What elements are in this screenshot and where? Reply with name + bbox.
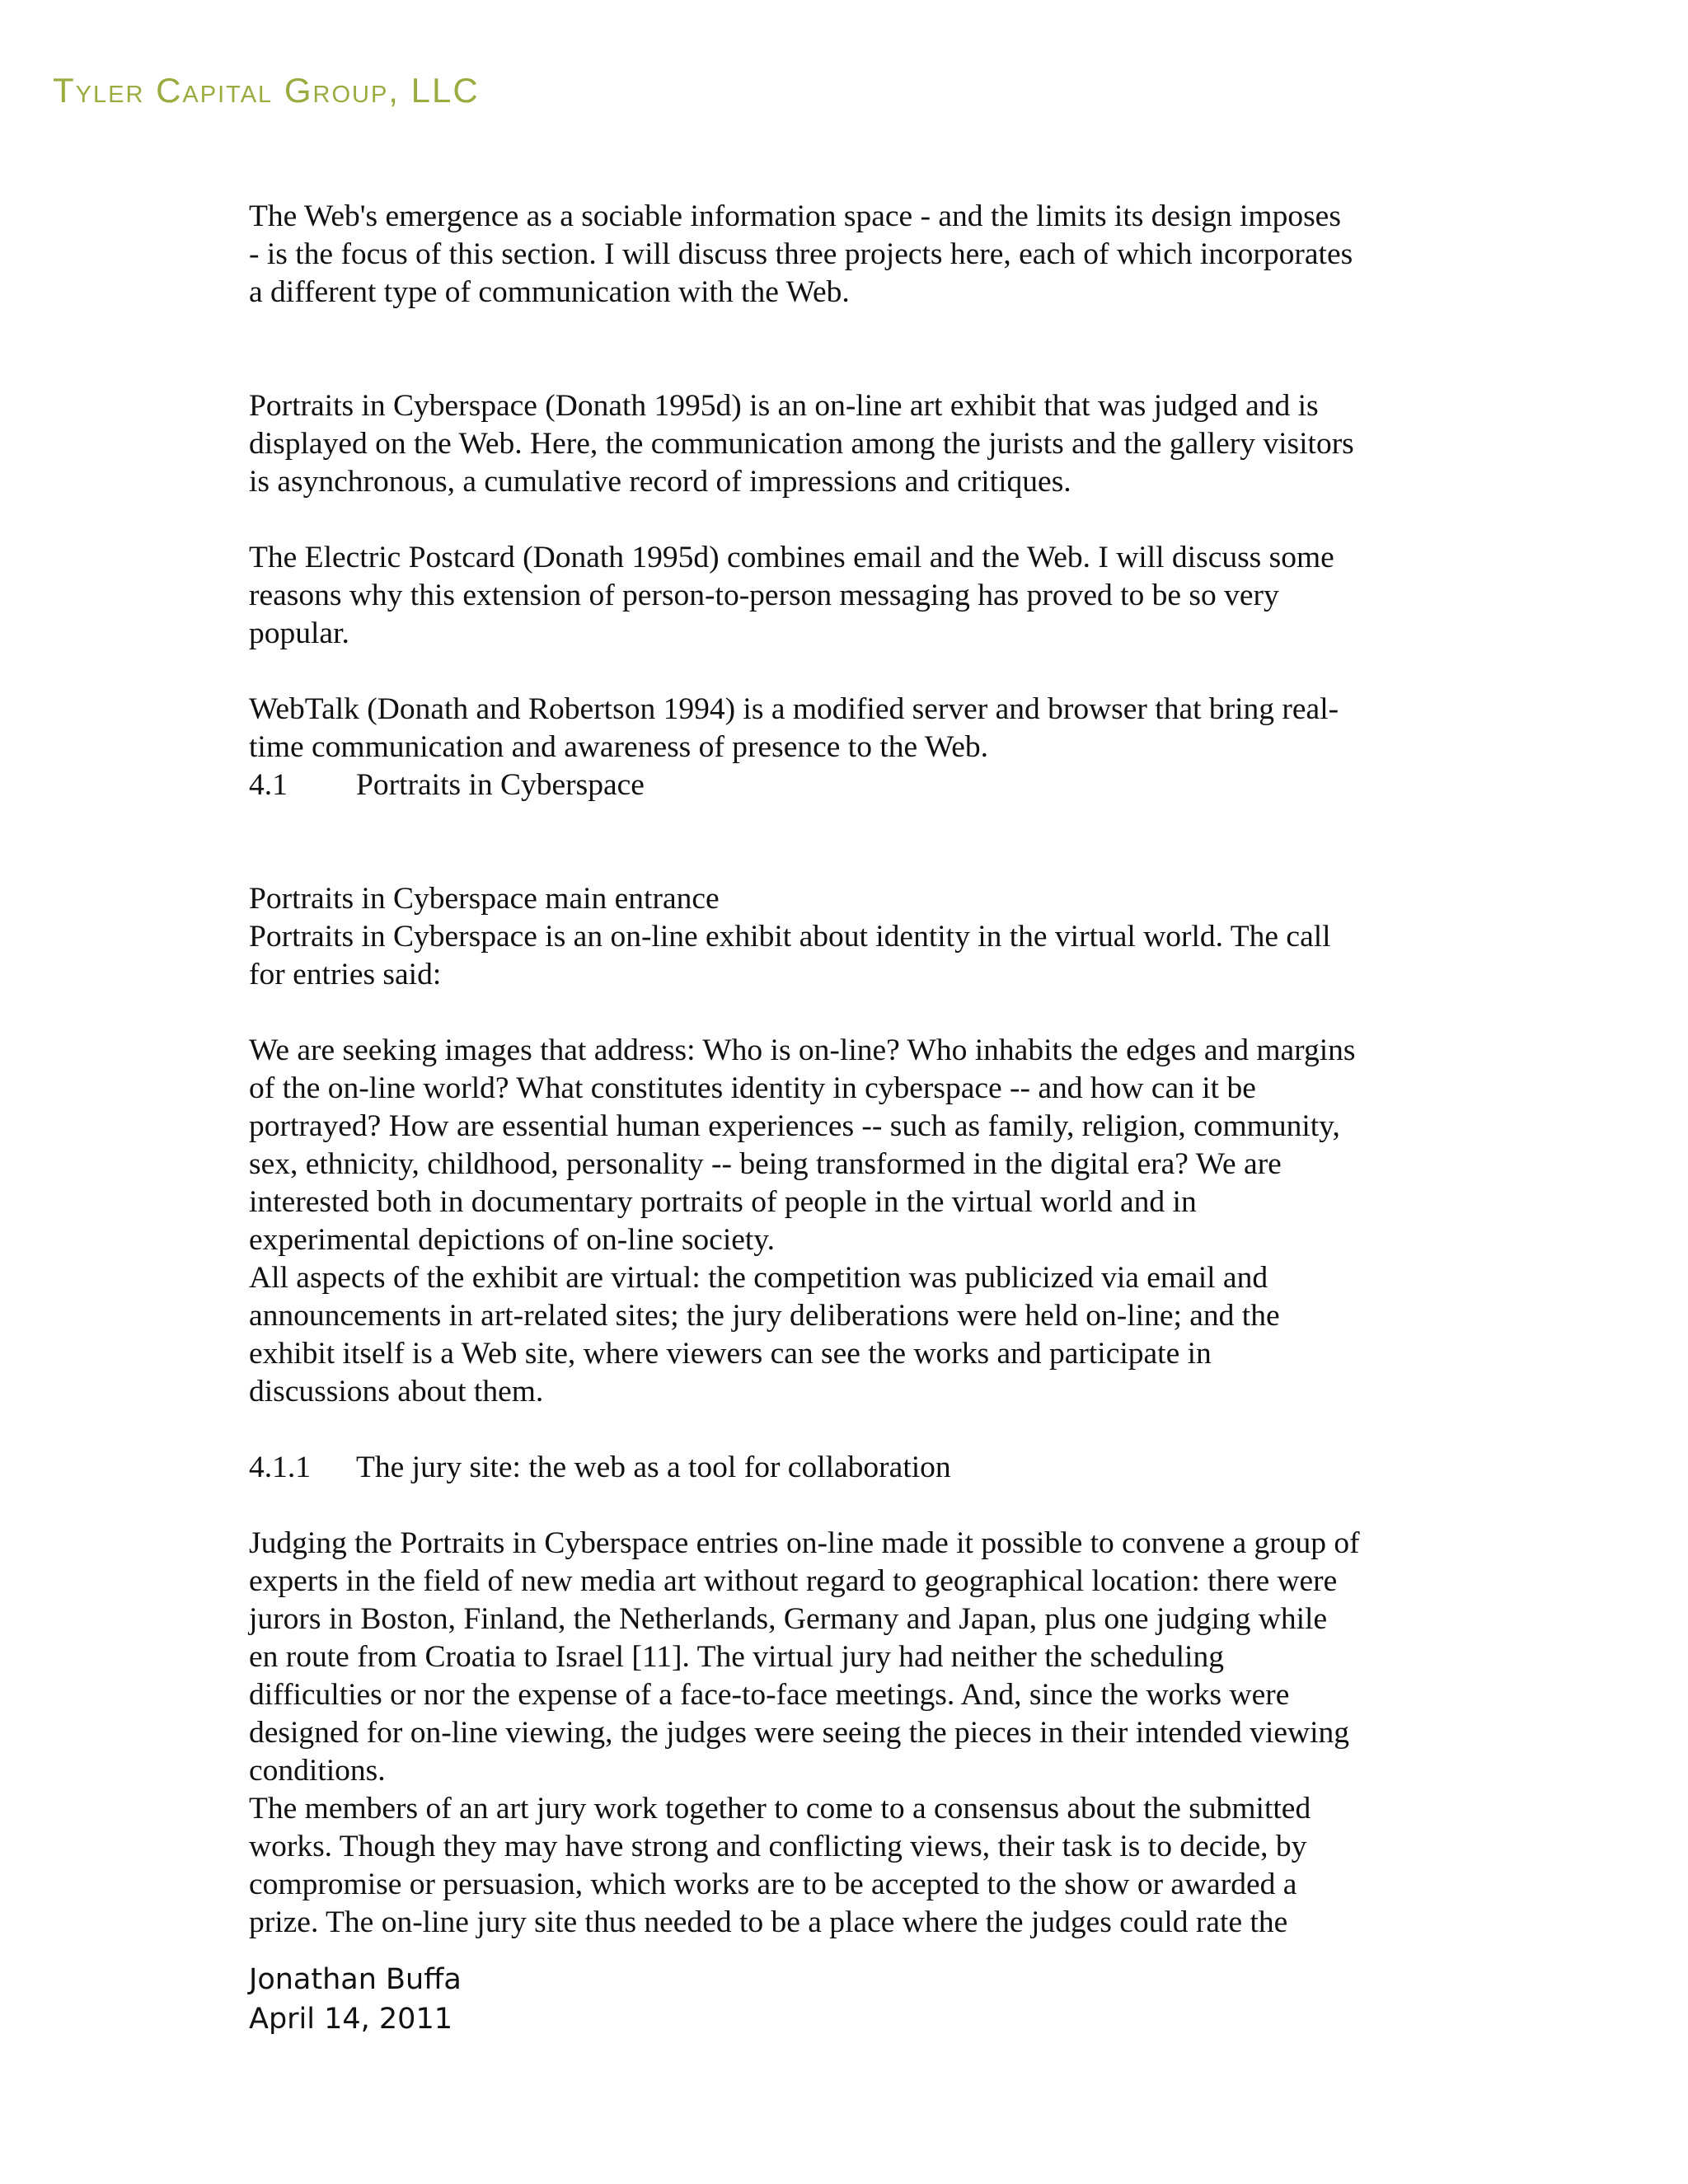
intro-paragraph: The Web's emergence as a sociable information space - and the limits its design imposes - is the focus of this section. I will discuss three projects here, each of which incorporates a different type of communication with the Web. [249, 199, 1353, 309]
call-paragraph: We are seeking images that address: Who is on-line? Who inhabits the edges and margins of the on-line world? What constitutes identity in cyberspace -- and how can it be portrayed? How are essential human experiences -- such as family, religion, community, sex, ethnicity, childhood, personality -- being transformed in the digital era? We are interested both in documentary portraits of people in the virtual world and in experimental depictions of on-line society. [249, 1033, 1356, 1257]
section-title: The jury site: the web as a tool for collaboration [356, 1451, 951, 1484]
company-name: Tyler Capital Group, LLC [53, 71, 480, 110]
spacer [249, 994, 1452, 1032]
webtalk-paragraph: WebTalk (Donath and Robertson 1994) is a modified server and browser that bring real- time communication and awareness of presence to the Web. [249, 692, 1339, 764]
postcard-paragraph: The Electric Postcard (Donath 1995d) combines email and the Web. I will discuss some reasons why this extension of person-to-person messaging has proved to be so very popular. [249, 541, 1334, 650]
spacer [249, 312, 1452, 387]
spacer [249, 1411, 1452, 1449]
portraits-paragraph: Portraits in Cyberspace (Donath 1995d) is an on-line art exhibit that was judged and is displayed on the Web. Here, the communication among the jurists and the gallery visitors is asynchronous, a cumulative record of impressions and critiques. [249, 389, 1354, 499]
document-body [249, 198, 1452, 1942]
section-number: 4.1.1 [249, 1451, 311, 1484]
section-title: Portraits in Cyberspace [356, 768, 645, 802]
judging-paragraph: Judging the Portraits in Cyberspace entries on-line made it possible to convene a group of experts in the field of new media art without regard to geographical location: there were jurors in Boston, Finland, the Netherlands, Germany and Japan, plus one judging while en route from Croatia to Israel [11]. The virtual jury had neither the scheduling difficulties or nor the expense of a face-to-face meetings. And, since the works were designed for on-line viewing, the judges were seeing the pieces in their intended viewing conditions. [249, 1526, 1360, 1788]
section-heading-4-1 [249, 766, 1452, 804]
exhibit-paragraph: Portraits in Cyberspace is an on-line exhibit about identity in the virtual world. The call for entries said: [249, 920, 1331, 991]
section-number: 4.1 [249, 768, 288, 802]
virtual-paragraph: All aspects of the exhibit are virtual: the competition was publicized via email and announcements in art-related sites; the jury deliberations were held on-line; and the exhibit itself is a Web site, where viewers can see the works and participate in discussions about them. [249, 1261, 1280, 1408]
footer [249, 1960, 462, 2039]
spacer [249, 804, 1452, 880]
author-name: Jonathan Buffa [249, 1963, 462, 1996]
figure-caption: Portraits in Cyberspace main entrance [249, 882, 720, 916]
members-paragraph: The members of an art jury work together to come to a consensus about the submitted works. Though they may have strong and conflicting views, their task is to decide, by compromise or persuasion, which works are to be accepted to the show or awarded a prize. The on-line jury site thus needed to be a place where the judges could rate the [249, 1792, 1311, 1939]
spacer [249, 1487, 1452, 1525]
section-heading-4-1-1 [249, 1449, 1452, 1487]
spacer [249, 501, 1452, 539]
spacer [249, 653, 1452, 691]
document-date: April 14, 2011 [249, 2003, 452, 2036]
